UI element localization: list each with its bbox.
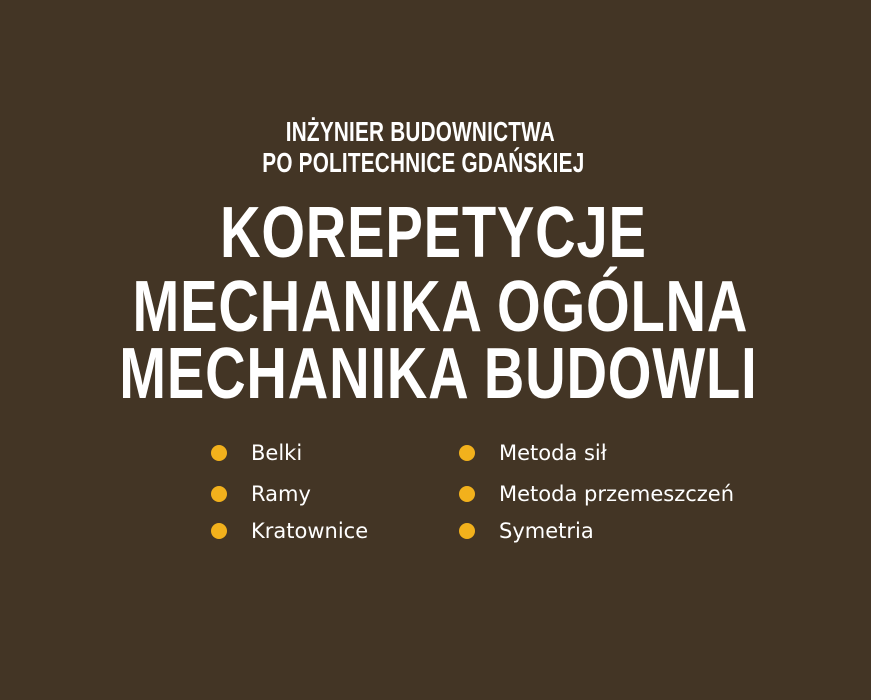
topic-label: Metoda przemeszczeń — [499, 482, 735, 506]
list-item — [459, 518, 594, 544]
bullet-icon — [211, 486, 227, 502]
list-item — [211, 481, 311, 507]
headline-line-3: MECHANIKA BUDOWLI — [119, 334, 758, 414]
list-item — [459, 440, 607, 466]
list-item — [211, 518, 368, 544]
bullet-icon — [211, 523, 227, 539]
headline-line-2: MECHANIKA OGÓLNA — [132, 267, 749, 347]
bullet-icon — [459, 486, 475, 502]
list-item — [459, 481, 734, 507]
topic-label: Symetria — [499, 519, 594, 543]
topic-label: Belki — [251, 441, 303, 465]
list-item — [211, 440, 302, 466]
topic-label: Metoda sił — [499, 441, 607, 465]
bullet-icon — [459, 523, 475, 539]
bullet-icon — [459, 445, 475, 461]
headline-line-1: KOREPETYCJE — [219, 193, 647, 273]
bullet-icon — [211, 445, 227, 461]
subtitle-line-1: INŻYNIER BUDOWNICTWA — [285, 116, 555, 147]
topic-label: Ramy — [251, 482, 311, 506]
topic-label: Kratownice — [251, 519, 369, 543]
subtitle-line-2: PO POLITECHNICE GDAŃSKIEJ — [262, 147, 585, 178]
